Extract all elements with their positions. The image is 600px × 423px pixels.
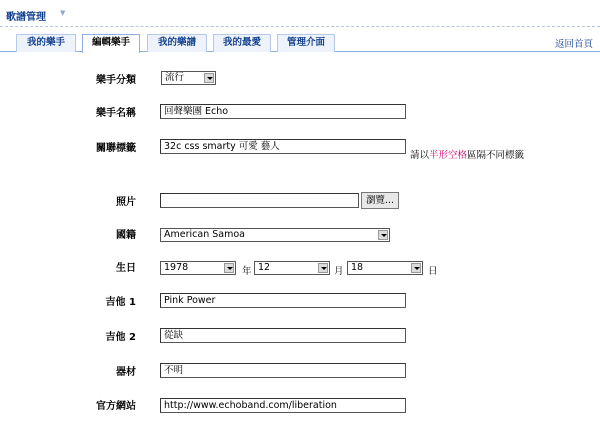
- category-label: 樂手分類: [96, 75, 136, 86]
- tab-my-favorites[interactable]: 我的最愛: [213, 34, 271, 52]
- tab-bar: [0, 34, 600, 52]
- tab-admin[interactable]: 管理介面: [277, 34, 335, 52]
- year-unit: 年: [242, 266, 252, 277]
- chevron-down-icon: [318, 263, 328, 273]
- tab-edit-musician[interactable]: 編輯樂手: [82, 34, 140, 53]
- website-label: 官方網站: [96, 401, 136, 412]
- birth-day-value: 18: [351, 262, 364, 273]
- name-label: 樂手名稱: [96, 108, 136, 119]
- tags-label: 關聯標籤: [96, 143, 136, 154]
- guitar2-input[interactable]: 從缺: [160, 328, 406, 343]
- guitar1-input[interactable]: Pink Power: [160, 293, 406, 308]
- chevron-down-icon: [204, 73, 214, 83]
- browse-button[interactable]: 瀏覽...: [361, 192, 399, 209]
- photo-file-input[interactable]: [160, 193, 359, 208]
- category-value: 流行: [165, 72, 185, 83]
- birth-month-select[interactable]: [254, 261, 330, 275]
- chevron-down-icon: [411, 263, 421, 273]
- back-home-link[interactable]: 返回首頁: [554, 39, 593, 50]
- nationality-value: American Samoa: [164, 229, 245, 240]
- birthday-label: 生日: [116, 263, 136, 274]
- chevron-down-icon: [224, 263, 234, 273]
- guitar1-label: 吉他 1: [105, 297, 136, 308]
- category-select[interactable]: [161, 71, 216, 85]
- birth-year-select[interactable]: [160, 261, 236, 275]
- equipment-input[interactable]: 不明: [160, 363, 406, 378]
- page-header: [0, 0, 600, 27]
- birth-month-value: 12: [258, 262, 271, 273]
- website-input[interactable]: http://www.echoband.com/liberation: [160, 398, 406, 413]
- tab-my-scores[interactable]: 我的樂譜: [147, 34, 207, 52]
- month-unit: 月: [334, 266, 344, 277]
- equipment-label: 器材: [116, 367, 136, 378]
- name-input[interactable]: 回聲樂團 Echo: [160, 104, 406, 119]
- birth-day-select[interactable]: [347, 261, 423, 275]
- tab-my-musicians[interactable]: 我的樂手: [16, 34, 76, 52]
- nationality-label: 國籍: [116, 230, 136, 241]
- nationality-select[interactable]: [160, 228, 390, 242]
- page-title: 歌譜管理: [6, 12, 46, 23]
- chevron-down-icon: [378, 230, 388, 240]
- tags-hint: 請以半形空格區隔不同標籤: [410, 150, 525, 161]
- day-unit: 日: [428, 266, 438, 277]
- tags-input[interactable]: 32c css smarty 可愛 藝人: [160, 139, 406, 154]
- chevron-down-icon[interactable]: ▼: [60, 9, 66, 17]
- guitar2-label: 吉他 2: [105, 332, 136, 343]
- birth-year-value: 1978: [164, 262, 189, 273]
- photo-label: 照片: [116, 197, 136, 208]
